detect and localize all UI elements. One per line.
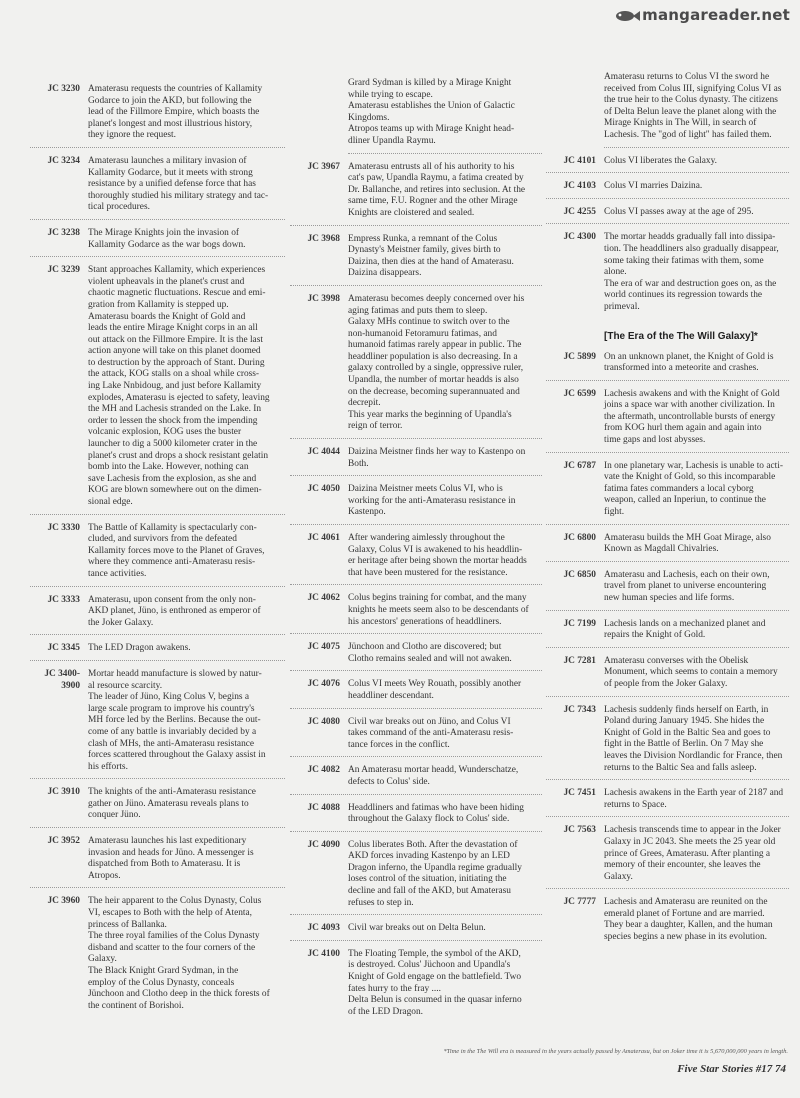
entry-text: The Mirage Knights join the invasion of Kallamity Godarce as the war bogs down. [88, 227, 246, 250]
entry-date: JC 4050 [307, 484, 340, 495]
footnote: *Time in the The Will era is measured in the years actually passed by Amaterasu, but on Joker time it is 5,670,000,000 years in length. [443, 1048, 788, 1055]
entry-text: Amaterasu and Lachesis, each on their own, travel from planet to universe encountering new human species and life forms. [604, 569, 770, 603]
entry-text: Lachesis lands on a mechanized planet and repairs the Knight of Gold. [604, 618, 766, 641]
entry-text: The Battle of Kallamity is spectacularly con- cluded, and survivors from the defeated Kallamity forces move to the Planet of Graves, where they commence anti-Amaterasu resis- tance activities. [88, 522, 265, 579]
entry-date: JC 3239 [47, 265, 80, 276]
entry-text: Colus VI marries Daizina. [604, 181, 703, 192]
entry-text: Civil war breaks out on Jüno, and Colus VI takes command of the anti-Amaterasu resis- tance forces in the conflict. [348, 716, 514, 750]
timeline-entry [290, 593, 542, 634]
timeline-entry [546, 897, 789, 948]
timeline-entry [30, 595, 285, 636]
entry-text: Amaterasu converses with the Obelisk Monument, which seems to contain a memory of people from the Joker Galaxy. [604, 655, 778, 689]
entry-text: An Amaterasu mortar headd, Wunderschatze, defects to Colus' side. [348, 765, 519, 787]
timeline-entry [30, 787, 285, 828]
timeline-entry [546, 533, 789, 562]
entry-date: JC 3230 [47, 84, 80, 94]
timeline-entry [290, 803, 542, 832]
entry-text: Colus liberates Both. After the devastation of AKD forces invading Kastenpo by an LED Dragon inferno, the Upandla regime gradually loses control of the situation, initiating the decline and fall of the AKD, but Amaterasu refuses to step in. [348, 839, 522, 908]
entry-text: After wandering aimlessly throughout the Galaxy, Colus VI is awakened to his headdlin- er heritage after being shown the mortar headds that have been mustered for the resistance. [348, 533, 527, 578]
timeline-entry [546, 656, 789, 697]
timeline-entry [546, 389, 789, 453]
entry-continuation: Grard Sydman is killed by a Mirage Knight while trying to escape. Amaterasu establishes the Union of Galactic Kingdoms. Atropos teams up with Mirage Knight head- dliner Upandla Raymu. [348, 78, 542, 154]
entry-date: JC 4080 [307, 716, 340, 727]
timeline-entry [546, 232, 789, 318]
entry-text: Amaterasu builds the MH Goat Mirage, also Known as Magdall Chivalries. [604, 532, 771, 555]
column-3 [546, 72, 789, 957]
timeline-entry [30, 156, 285, 220]
entry-date: JC 7199 [563, 618, 596, 629]
entry-text: Colus VI liberates the Galaxy. [604, 155, 717, 166]
timeline-entry [290, 923, 542, 941]
entry-date: JC 3345 [47, 643, 80, 654]
timeline-entry [30, 523, 285, 587]
entry-text: The Floating Temple, the symbol of the AKD, is destroyed. Colus' Jüchoon and Upandla's Knight of Gold engage on the battlefield. Two fates hurry to the fray .... Delta Belun is consumed in the quasar inferno of the LED Dragon. [348, 948, 522, 1017]
entry-text: Amaterasu entrusts all of his authority to his cat's paw, Upandla Raymu, a fatima created by Dr. Ballanche, and retires into seclusion. At the same time, F.U. Rogner and the other Mirage Knights are cloistered and sealed. [348, 161, 526, 218]
entry-date: JC 3333 [47, 594, 80, 605]
timeline-entry [290, 294, 542, 439]
watermark [614, 6, 790, 24]
entry-date: JC 4088 [307, 802, 340, 813]
timeline-entry [290, 840, 542, 916]
entry-date: JC 7281 [563, 655, 596, 666]
timeline-entry [546, 570, 789, 611]
entry-date: JC 7451 [563, 788, 596, 799]
entry-text: Lachesis awakens in the Earth year of 2187 and returns to Space. [604, 788, 784, 810]
entry-text: Daizina Meistner meets Colus VI, who is working for the anti-Amaterasu resistance in Kastenpo. [348, 484, 516, 518]
timeline-entry [290, 949, 542, 1024]
entry-date: JC 6800 [563, 532, 596, 543]
entry-continuation: Amaterasu returns to Colus VI the sword he received from Colus III, signifying Colus VI as the true heir to the Colus dynasty. The citizens of Delta Belun leave the planet along with the Mirage Knights in The Will, in search of Lachesis. The "god of light" has failed them. [604, 72, 789, 148]
timeline-entry [290, 484, 542, 525]
fish-logo-icon [614, 9, 640, 23]
entry-text: The knights of the anti-Amaterasu resistance gather on Jüno. Amaterasu reveals plans to conquer Jüno. [88, 787, 256, 821]
entry-date: JC 3238 [47, 227, 80, 238]
entry-date: JC 4103 [563, 181, 596, 192]
entry-text: Amaterasu, upon consent from the only non- AKD planet, Jüno, is enthroned as emperor of the Joker Galaxy. [88, 594, 261, 628]
entry-text: Colus VI passes away at the age of 295. [604, 206, 754, 217]
entry-date: JC 7777 [563, 897, 596, 908]
entry-date: JC 3998 [307, 293, 340, 304]
column-1 [30, 84, 285, 1025]
entry-date: JC 3967 [307, 161, 340, 172]
entry-text: Lachesis and Amaterasu are reunited on the emerald planet of Fortune and are married. They bear a daughter, Kallen, and the human species begins a new phase in its evolution. [604, 897, 773, 943]
entry-text: Colus begins training for combat, and the many knights he meets seem also to be descendants of his ancestors' generations of headdliners. [348, 593, 529, 627]
timeline-entry [546, 156, 789, 174]
entry-text: The mortar headds gradually fall into dissipa- tion. The headdliners also gradually disappear, some taking their fatimas with them, some alone. The era of war and destruction goes on, as the world continues its regression towards the primeval. [604, 232, 779, 312]
entry-text: Lachesis suddenly finds herself on Earth, in Poland during January 1945. She hides the Knight of Gold in the Baltic Sea and goes to fight in the Battle of Berlin. On 7 May she leaves the Division Nordlandic for France, then returns to the Baltic Sea and falls asleep. [604, 704, 783, 773]
entry-date: JC 4076 [307, 679, 340, 690]
entry-text: On an unknown planet, the Knight of Gold is transformed into a meteorite and crashes. [604, 351, 774, 374]
entry-text: Amaterasu becomes deeply concerned over his aging fatimas and puts them to sleep. Galaxy MHs continue to switch over to the non-humanoid Fetoramuru fatimas, and humanoid fatimas rarely appear in public. The headdliner population is also decreasing. In a galaxy controlled by a single, oppressive ruler, Upandla, the number of mortar headds is also on the decrease, becoming superannuated and decrepit. This year marks the beginning of Upandla's reign of terror. [348, 293, 525, 432]
section-heading: [The Era of the The Will Galaxy]* [604, 330, 758, 342]
page-folio: Five Star Stories #17 74 [677, 1063, 786, 1075]
timeline-entry [30, 228, 285, 257]
entry-date: JC 6599 [563, 388, 596, 399]
timeline-entry [290, 533, 542, 585]
entry-date: JC 3952 [47, 836, 80, 847]
timeline-entry [546, 825, 789, 889]
entry-text: Headdliners and fatimas who have been hiding throughout the Galaxy flock to Colus' side. [348, 802, 524, 825]
entry-date: JC 6787 [563, 460, 596, 471]
entry-text: Empress Runka, a remnant of the Colus Dynasty's Meistner family, gives birth to Daizina, then dies at the hand of Amaterasu. Daizina disappears. [348, 233, 514, 279]
entry-text: Mortar headd manufacture is slowed by natur- al resource scarcity. The leader of Jüno, King Colus V, begins a large scale program to improve his country's MH force led by the Berlins. Because the out- come of any battle is invariably decided by a clash of MHs, the anti-Amaterasu resistance forces scattered throughout the Galaxy assist in his efforts. [88, 668, 266, 772]
entry-text: Daizina Meistner finds her way to Kastenpo on Both. [348, 447, 526, 469]
entry-text: In one planetary war, Lachesis is unable to acti- vate the Knight of Gold, so this incomparable fatima fates commanders a local cyborg weapon, called an Inperiun, to continue the fight. [604, 460, 783, 518]
entry-date: JC 4100 [307, 948, 340, 959]
timeline-entry [30, 84, 285, 148]
timeline-entry [290, 679, 542, 708]
timeline-entry [546, 619, 789, 648]
entry-date: JC 4093 [307, 923, 340, 934]
entry-date: JC 3234 [47, 155, 80, 166]
column-2 [290, 78, 542, 1031]
entry-date: JC 4062 [307, 593, 340, 604]
timeline-entry [546, 461, 789, 525]
entry-date: JC 7563 [563, 825, 596, 836]
entry-text: Colus VI meets Wey Rouath, possibly another headdliner descendant. [348, 679, 522, 701]
timeline-entry [30, 265, 285, 514]
entry-text: The heir apparent to the Colus Dynasty, Colus VI, escapes to Both with the help of Atenta, princess of Ballanka. The three royal families of the Colus Dynasty disband and scatter to the four corners of the Galaxy. The Black Knight Grard Sydman, in the employ of the Colus Dynasty, conceals Jünchoon and Clotho deep in the thick forests of the continent of Borishoi. [88, 896, 270, 1011]
timeline-entry [546, 705, 789, 781]
timeline-entry [546, 352, 789, 381]
entry-text: Amaterasu launches a military invasion of Kallamity Godarce, but it meets with strong resistance by a unified defense force that has thoroughly studied his military strategy and tac- tical procedures. [88, 155, 269, 213]
entry-date: JC 3960 [47, 896, 80, 907]
timeline-entry [30, 836, 285, 888]
watermark-text: mangareader.net [642, 6, 790, 24]
entry-text: Jünchoon and Clotho are discovered; but Clotho remains sealed and will not awaken. [348, 642, 512, 664]
timeline-entry [30, 643, 285, 661]
entry-date: JC 4075 [307, 642, 340, 653]
timeline-entry [290, 234, 542, 286]
entry-date: JC 4101 [563, 155, 596, 166]
timeline-entry [290, 447, 542, 476]
entry-text: Amaterasu requests the countries of Kallamity Godarce to join the AKD, but following the lead of the Fillmore Empire, which boasts the planet's longest and most illustrious history, they ignore the request. [88, 84, 263, 141]
entry-text: Lachesis transcends time to appear in the Joker Galaxy in JC 2043. She meets the 25 year old prince of Grees, Amaterasu. After planting a memory of their encounter, she leaves the Galaxy. [604, 825, 781, 882]
entry-text: The LED Dragon awakens. [88, 643, 191, 654]
entry-date: JC 5899 [563, 351, 596, 362]
entry-date: JC 4255 [563, 206, 596, 217]
timeline-entry [290, 765, 542, 794]
entry-text: Amaterasu launches his last expeditionary invasion and heads for Jüno. A messenger is dispatched from Both to Amaterasu. It is Atropos. [88, 836, 254, 881]
entry-date: JC 3400- 3900 [44, 668, 80, 691]
entry-date: JC 4044 [307, 447, 340, 458]
entry-date: JC 3968 [307, 233, 340, 244]
entry-date: JC 4061 [307, 533, 340, 543]
entry-date: JC 3910 [47, 787, 80, 798]
entry-date: JC 6850 [563, 569, 596, 580]
entry-date: JC 4090 [307, 839, 340, 850]
timeline-entry [290, 717, 542, 758]
entry-text: Civil war breaks out on Delta Belun. [348, 923, 486, 934]
entry-date: JC 4082 [307, 765, 340, 776]
timeline-entry [30, 669, 285, 779]
timeline-entry [290, 642, 542, 671]
timeline-entry [290, 162, 542, 226]
entry-date: JC 3330 [47, 522, 80, 533]
entry-text: Stant approaches Kallamity, which experiences violent upheavals in the planet's crust and chaotic magnetic fluctuations. Rescue and emi- gration from Kallamity is stepped up. Amaterasu boards the Knight of Gold and leads the entire Mirage Knight corps in an all out attack on the Fillmore Empire. It is the last action anyone will take on this planet doomed to destruction by the approach of Stant. During the attack, KOG stalls on a shoal while cross- ing Lake Nnbidoug, and just before Kallamity explodes, Amaterasu is ejected to safety, leaving the MH and Lachesis stranded on the Lake. In order to lessen the shock from the impending volcanic explosion, KOG uses the buster launcher to dig a 5000 kilometer crater in the planet's crust and drops a shock resistant gelatin bomb into the Lake. However, nothing can save Lachesis from the explosion, as she and KOG are blown somewhere out on the dimen- sional edge. [88, 265, 270, 507]
timeline-entry [30, 896, 285, 1017]
entry-date: JC 7343 [563, 704, 596, 715]
timeline-entry [546, 788, 789, 817]
entry-text: Lachesis awakens and with the Knight of Gold joins a space war with another civilization. In the aftermath, uncontrollable bursts of energy from KOG hurl them again and again into time gaps and lost abysses. [604, 388, 780, 446]
timeline-entry [546, 181, 789, 199]
entry-date: JC 4300 [563, 232, 596, 243]
timeline-entry [546, 207, 789, 225]
